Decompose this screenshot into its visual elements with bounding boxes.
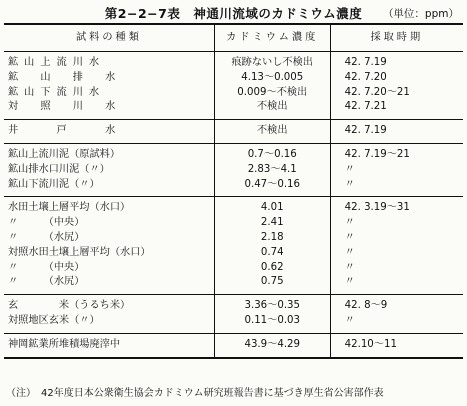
table-row — [4, 100, 463, 119]
date-cell: 〃 — [330, 246, 463, 261]
concentration-cell: 4.13〜0.005 — [214, 71, 330, 86]
concentration-cell: 4.01 — [214, 197, 330, 216]
concentration-cell: 3.36〜0.35 — [214, 295, 330, 314]
header-date: 採取時期 — [330, 24, 463, 52]
date-cell: 42.10〜11 — [330, 333, 463, 357]
concentration-cell: 43.9〜4.29 — [214, 333, 330, 357]
header-sample-type: 試料の種類 — [4, 24, 214, 52]
sample-cell: 玄 米（うるち米） — [4, 295, 214, 314]
table-row — [4, 71, 463, 86]
concentration-cell: 不検出 — [214, 100, 330, 119]
table-row — [4, 120, 463, 144]
table-row — [4, 178, 463, 197]
table-row — [4, 163, 463, 178]
cadmium-table — [4, 23, 463, 359]
table-row — [4, 314, 463, 333]
header-row — [4, 24, 463, 52]
concentration-cell: 0.62 — [214, 261, 330, 276]
sample-cell: 鉱山下流川泥（〃） — [8, 178, 100, 190]
concentration-cell: 痕跡ないし不検出 — [214, 52, 330, 71]
table-row — [4, 143, 463, 162]
sample-cell: 鉱 山 排 水 — [8, 71, 122, 83]
sample-cell: 対照水田土壌上層平均（水口） — [8, 246, 151, 258]
concentration-cell: 2.41 — [214, 216, 330, 231]
sample-cell: 〃 （中央） — [8, 261, 85, 273]
concentration-cell: 不検出 — [214, 120, 330, 144]
table-row — [4, 197, 463, 216]
date-cell: 〃 — [330, 314, 463, 333]
date-cell: 〃 — [330, 261, 463, 276]
date-cell: 42. 3.19〜31 — [330, 197, 463, 216]
date-cell: 42. 7.20〜21 — [330, 86, 463, 101]
table-row — [4, 231, 463, 246]
table-row — [4, 216, 463, 231]
sample-cell: 〃 （中央） — [8, 217, 85, 229]
date-cell: 〃 — [330, 163, 463, 178]
sample-cell: 鉱山上流川泥（原試料） — [4, 143, 214, 162]
date-cell: 〃 — [330, 216, 463, 231]
sample-cell: 対 照 川 水 — [8, 101, 122, 113]
sample-cell: 〃 （水尻） — [8, 276, 85, 288]
table-row — [4, 333, 463, 357]
sample-cell: 井 戸 水 — [4, 120, 214, 144]
unit-label: （単位：ppm） — [382, 8, 459, 20]
date-cell: 42. 7.20 — [330, 71, 463, 86]
sample-cell: 対照地区玄米（〃） — [8, 314, 100, 326]
concentration-cell: 0.7〜0.16 — [214, 143, 330, 162]
concentration-cell: 0.74 — [214, 246, 330, 261]
concentration-cell: 0.47〜0.16 — [214, 178, 330, 197]
date-cell: 〃 — [330, 178, 463, 197]
date-cell: 42. 7.19〜21 — [330, 143, 463, 162]
date-cell: 42. 7.21 — [330, 100, 463, 119]
table-row — [4, 52, 463, 71]
table-row — [4, 275, 463, 294]
sample-cell: 水田土壌上層平均（水口） — [4, 197, 214, 216]
table-row — [4, 295, 463, 314]
concentration-cell: 2.83〜4.1 — [214, 163, 330, 178]
concentration-cell: 2.18 — [214, 231, 330, 246]
concentration-cell: 0.009〜不検出 — [214, 86, 330, 101]
sample-cell: 鉱山下流川水 — [8, 86, 106, 98]
table-row — [4, 261, 463, 276]
table-row — [4, 246, 463, 261]
sample-cell: 鉱山上流川水 — [8, 57, 106, 68]
date-cell: 42. 7.19 — [330, 52, 463, 71]
table-title: 第2−2−7表 神通川流域のカドミウム濃度 — [104, 6, 363, 21]
date-cell: 42. 8〜9 — [330, 295, 463, 314]
date-cell: 42. 7.19 — [330, 120, 463, 144]
sample-cell: 神岡鉱業所堆積場廃滓中 — [4, 333, 214, 357]
table-row — [4, 86, 463, 101]
sample-cell: 鉱山排水口川泥（〃） — [8, 163, 110, 175]
header-concentration: カドミウム濃度 — [214, 24, 330, 52]
footnote: （注） 42年度日本公衆衛生協会カドミウム研究班報告書に基づき厚生省公害部作表 — [6, 388, 384, 399]
sample-cell: 〃 （水尻） — [8, 231, 85, 243]
date-cell: 〃 — [330, 275, 463, 294]
date-cell: 〃 — [330, 231, 463, 246]
concentration-cell: 0.75 — [214, 275, 330, 294]
concentration-cell: 0.11〜0.03 — [214, 314, 330, 333]
